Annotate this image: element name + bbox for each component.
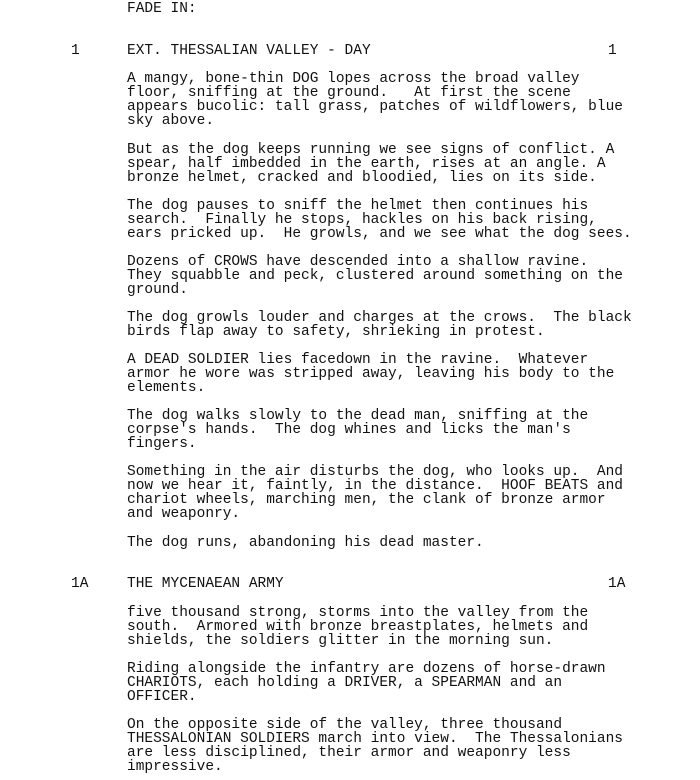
scene-number-left: 1A — [71, 576, 89, 592]
scene-number-right: 1 — [608, 43, 617, 59]
scene-number-left: 1 — [71, 43, 80, 59]
scene-number-right: 1A — [608, 576, 626, 592]
action-paragraph: Something in the air disturbs the dog, who looks up. And now we hear it, faintly, in the distance. HOOF BEATS and chariot wheels, marching men, the clank of bronze armor and weaponry. — [127, 464, 623, 522]
scene-heading: EXT. THESSALIAN VALLEY - DAY — [127, 43, 371, 59]
action-paragraph: Dozens of CROWS have descended into a shallow ravine. They squabble and peck, clustered around something on the ground. — [127, 254, 623, 298]
transition: FADE IN: — [127, 1, 197, 17]
action-paragraph: The dog runs, abandoning his dead master. — [127, 535, 484, 551]
action-paragraph: A mangy, bone-thin DOG lopes across the broad valley floor, sniffing at the ground. At first the scene appears bucolic: tall grass, patches of wildflowers, blue sky above. — [127, 71, 623, 129]
action-paragraph: The dog growls louder and charges at the crows. The black birds flap away to safety, shrieking in protest. — [127, 310, 632, 340]
action-paragraph: On the opposite side of the valley, three thousand THESSALONIAN SOLDIERS march into view. The Thessalonians are less disciplined, their armor and weaponry less impressive. — [127, 717, 623, 775]
action-paragraph: five thousand strong, storms into the valley from the south. Armored with bronze breastplates, helmets and shields, the soldiers glitter in the morning sun. — [127, 605, 589, 649]
action-paragraph: The dog walks slowly to the dead man, sniffing at the corpse's hands. The dog whines and licks the man's fingers. — [127, 408, 589, 452]
action-paragraph: A DEAD SOLDIER lies facedown in the ravine. Whatever armor he wore was stripped away, leaving his body to the elements. — [127, 352, 615, 396]
action-paragraph: The dog pauses to sniff the helmet then continues his search. Finally he stops, hackles on his back rising, ears pricked up. He growls, and we see what the dog sees. — [127, 198, 632, 242]
scene-heading: THE MYCENAEAN ARMY — [127, 576, 284, 592]
action-paragraph: But as the dog keeps running we see signs of conflict. A spear, half imbedded in the earth, rises at an angle. A bronze helmet, cracked and bloodied, lies on its side. — [127, 142, 615, 186]
action-paragraph: Riding alongside the infantry are dozens of horse-drawn CHARIOTS, each holding a DRIVER, a SPEARMAN and an OFFICER. — [127, 661, 606, 705]
